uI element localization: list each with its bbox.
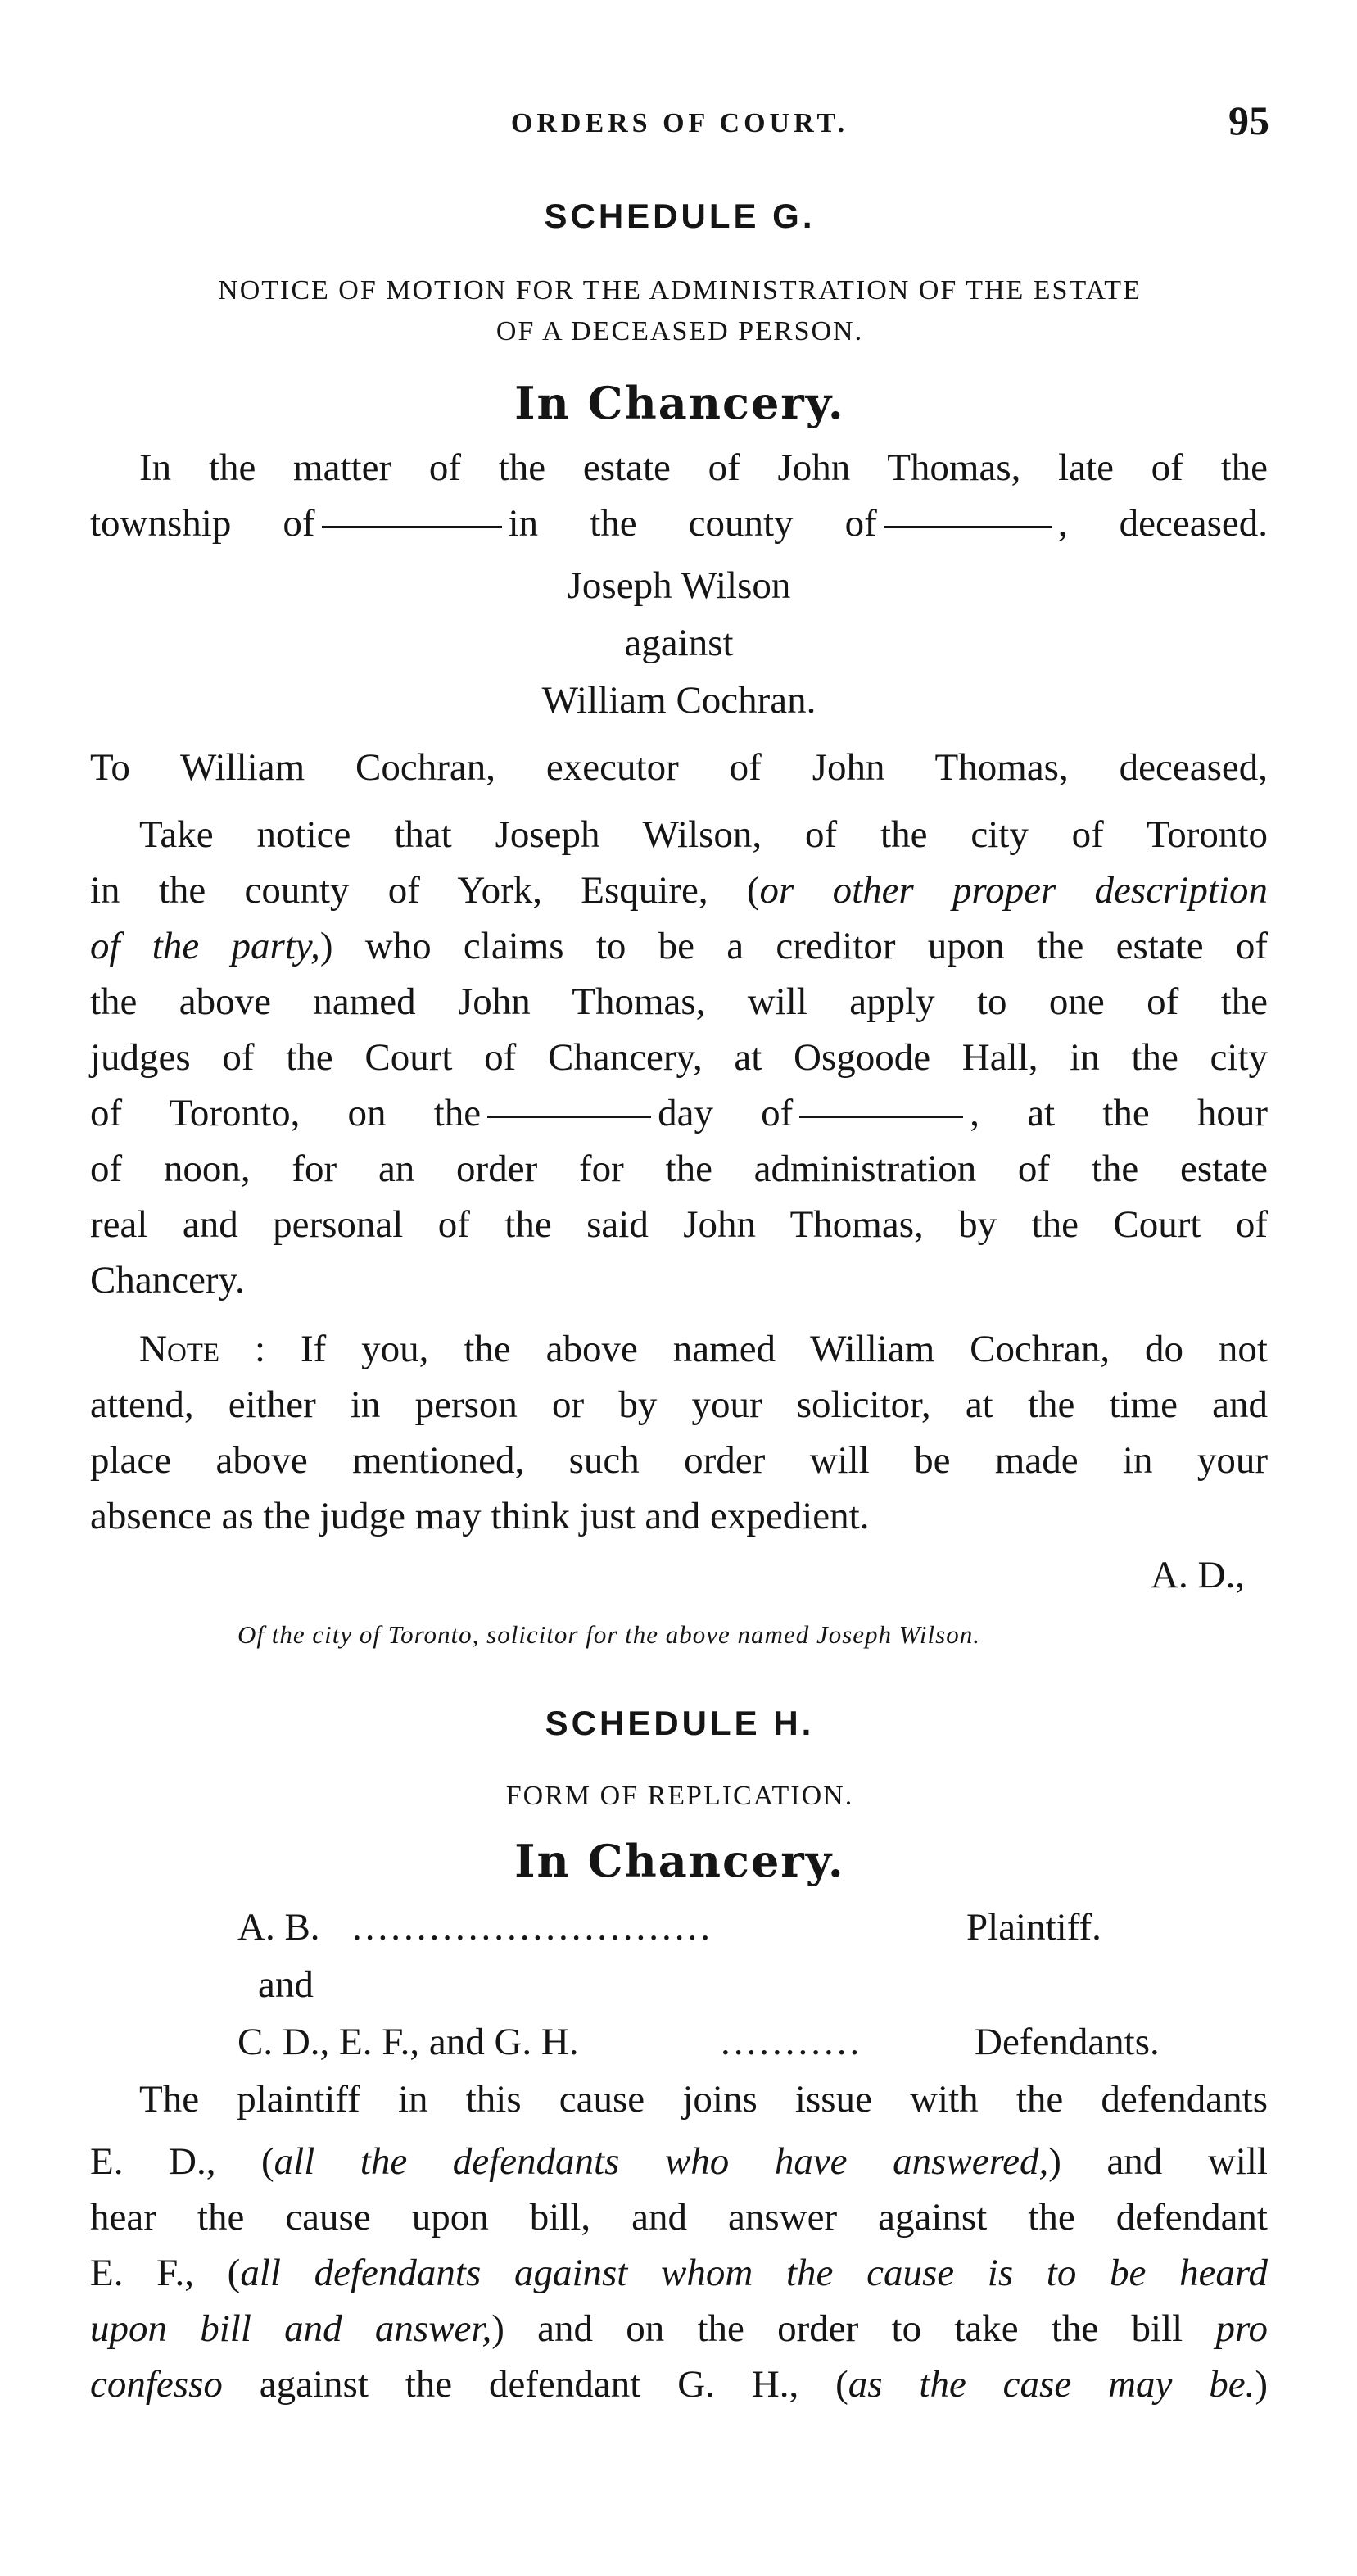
running-head-title: ORDERS OF COURT. [510, 108, 849, 138]
body-line [90, 919, 1268, 973]
address-line: To William Cochran, executor of John Thomas, deceased, [90, 746, 1268, 789]
body-line: real and personal of the said John Thomas, by the Court of [90, 1203, 1268, 1246]
italic-text: or other proper description [759, 869, 1268, 912]
note-line: place above mentioned, such order will be made in your [90, 1439, 1268, 1482]
schedule-h-heading: SCHEDULE H. [545, 1704, 815, 1742]
party-defendants-names: C. D., E. F., and G. H. [237, 2021, 579, 2063]
body-line [90, 1086, 1268, 1140]
body-line: of noon, for an order for the administration of the estate [90, 1148, 1268, 1190]
note-line: attend, either in person or by your solicitor, at the time and [90, 1383, 1268, 1426]
signature-description: Of the city of Toronto, solicitor for the above named Joseph Wilson. [237, 1620, 980, 1649]
defendant-name: William Cochran. [541, 679, 816, 722]
text: E. D., ( [90, 2140, 274, 2183]
matter-text: in the county of [508, 502, 877, 545]
text: ) [1255, 2363, 1269, 2406]
replication-line [90, 2357, 1268, 2411]
text: ) who claims to be a creditor upon the estate of [319, 925, 1268, 967]
replication-line [90, 2246, 1268, 2300]
schedule-g-heading: SCHEDULE G. [544, 197, 816, 235]
text: ) and will [1048, 2140, 1268, 2183]
matter-text: , deceased. [1057, 502, 1268, 545]
body-line: judges of the Court of Chancery, at Osgoode Hall, in the city [90, 1036, 1268, 1079]
replication-line [90, 2302, 1268, 2356]
blank-line [487, 1116, 651, 1118]
party-defendants-role: Defendants. [975, 2021, 1160, 2063]
signature-initials: A. D., [1151, 1554, 1245, 1596]
matter-line [90, 496, 1268, 550]
party-plaintiff-name: A. B. [237, 1906, 320, 1949]
against-word: against [624, 622, 734, 664]
page-number: 95 [1228, 97, 1269, 143]
italic-text: of the party, [90, 925, 320, 967]
plaintiff-name: Joseph Wilson [567, 564, 791, 607]
text: day of [658, 1092, 794, 1134]
body-line: Chancery. [90, 1259, 245, 1302]
dot-leader: ........... [721, 2021, 863, 2063]
blank-line [884, 526, 1052, 528]
replication-line: The plaintiff in this cause joins issue with the defendants [139, 2078, 1268, 2121]
and-word: and [258, 1963, 314, 2006]
italic-text: confesso [90, 2363, 223, 2406]
note-line: absence as the judge may think just and expedient. [90, 1495, 870, 1537]
text: of Toronto, on the [90, 1092, 482, 1134]
dot-leader: ............................ [352, 1906, 713, 1949]
form-title: FORM OF REPLICATION. [505, 1781, 854, 1811]
body-line [90, 863, 1268, 917]
running-head [90, 97, 1269, 154]
italic-text: all defendants against whom the cause is to be heard [240, 2252, 1268, 2294]
text: in the county of York, Esquire, ( [90, 869, 760, 912]
text: ) and on the order to take the bill [491, 2307, 1216, 2350]
note-label: Note : [139, 1328, 266, 1370]
text: E. F., ( [90, 2252, 241, 2294]
replication-line: hear the cause upon bill, and answer against the defendant [90, 2196, 1268, 2239]
note-line [90, 1322, 1268, 1376]
italic-text: upon bill and answer, [90, 2307, 492, 2350]
party-plaintiff-role: Plaintiff. [966, 1906, 1101, 1949]
italic-text: pro [1215, 2307, 1268, 2350]
text: , at the hour [970, 1092, 1269, 1134]
matter-line: In the matter of the estate of John Thomas, late of the [139, 446, 1268, 489]
blank-line [322, 526, 502, 528]
body-line: the above named John Thomas, will apply to one of the [90, 980, 1268, 1023]
matter-text: township of [90, 502, 315, 545]
italic-text: as the case may be. [848, 2363, 1255, 2406]
notice-title-line1: NOTICE OF MOTION FOR THE ADMINISTRATION OF THE ESTATE [218, 275, 1142, 306]
replication-line [90, 2135, 1268, 2189]
text: against the defendant G. H., ( [222, 2363, 848, 2406]
court-heading: In Chancery. [514, 377, 845, 429]
body-line: Take notice that Joseph Wilson, of the city of Toronto [139, 813, 1268, 856]
blank-line [799, 1116, 963, 1118]
italic-text: all the defendants who have answered, [274, 2140, 1049, 2183]
notice-title-line2: OF A DECEASED PERSON. [495, 316, 864, 346]
text: If you, the above named William Cochran, do not [300, 1328, 1268, 1370]
court-heading: In Chancery. [514, 1835, 845, 1887]
